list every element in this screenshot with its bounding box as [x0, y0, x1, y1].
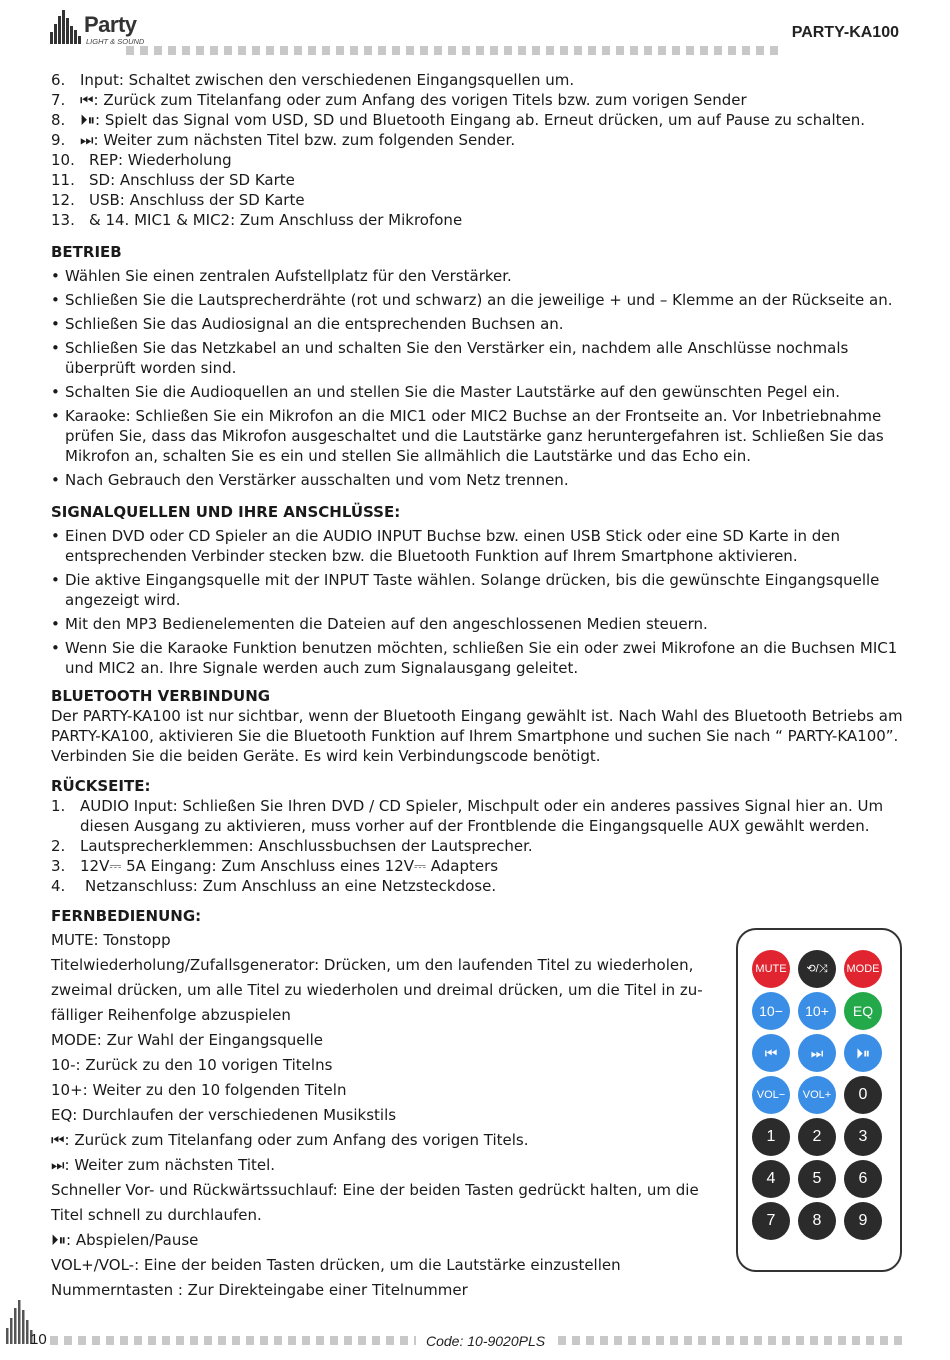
- model-name: PARTY-KA100: [791, 24, 899, 41]
- list-item: ⏵⏸: Abspielen/Pause: [51, 1231, 199, 1249]
- list-item: Titelwiederholung/Zufallsgenerator: Drücken, um den laufenden Titel zu wiederholen,: [51, 956, 694, 974]
- footer-divider-left: [50, 1336, 416, 1345]
- digit-2-button: 2: [798, 1118, 836, 1156]
- list-item: 12. USB: Anschluss der SD Karte: [51, 191, 305, 209]
- list-item: • Wenn Sie die Karaoke Funktion benutzen möchten, schließen Sie ein oder zwei Mikrofone an die Buchsen MIC1 und MIC2 an. Ihre Signale werden auch zum Signalausgang geleitet.: [51, 639, 898, 677]
- list-item: MODE: Zur Wahl der Eingangsquelle: [51, 1031, 324, 1049]
- list-item: • Schließen Sie die Lautsprecherdrähte (rot und schwarz) an die jeweilige + und – Klemme an der Rückseite an.: [51, 291, 893, 309]
- digit-8-button: 8: [798, 1202, 836, 1240]
- list-item: 4. Netzanschluss: Zum Anschluss an eine Netzsteckdose.: [51, 877, 497, 895]
- logo-text: Party: [84, 12, 137, 37]
- list-item: • Schalten Sie die Audioquellen an und stellen Sie die Master Lautstärke auf den gewünschten Pegel ein.: [51, 383, 841, 401]
- list-item: 11. SD: Anschluss der SD Karte: [51, 171, 295, 189]
- betrieb-list: [51, 266, 903, 490]
- digit-4-button: 4: [752, 1160, 790, 1198]
- brand-logo: [50, 10, 150, 46]
- list-item: • Wählen Sie einen zentralen Aufstellplatz für den Verstärker.: [51, 267, 512, 285]
- signal-list: [51, 526, 903, 678]
- repeat-shuffle-button: ⟲/⤨: [798, 950, 836, 988]
- list-item: zweimal drücken, um alle Titel zu wiederholen und dreimal drücken, um die Titel in zu-: [51, 981, 703, 999]
- digit-0-button: 0: [844, 1076, 882, 1114]
- product-code: Code: 10-9020PLS: [426, 1333, 546, 1349]
- digit-7-button: 7: [752, 1202, 790, 1240]
- rueckseite-list: [51, 796, 903, 896]
- list-item: 10. REP: Wiederholung: [51, 151, 232, 169]
- list-item: ⏮: Zurück zum Titelanfang oder zum Anfang des vorigen Titels.: [51, 1131, 529, 1149]
- volume-down-button: VOL−: [752, 1076, 790, 1114]
- volume-up-button: VOL+: [798, 1076, 836, 1114]
- play-pause-button: ⏵⏸: [844, 1034, 882, 1072]
- list-item: Nummerntasten : Zur Direkteingabe einer Titelnummer: [51, 1281, 468, 1299]
- digit-5-button: 5: [798, 1160, 836, 1198]
- list-item: 6. Input: Schaltet zwischen den verschiedenen Eingangsquellen um.: [51, 71, 575, 89]
- digit-1-button: 1: [752, 1118, 790, 1156]
- list-item: 8. ⏵⏸: Spielt das Signal vom USD, SD und Bluetooth Eingang ab. Erneut drücken, um auf Pause zu schalten.: [51, 111, 865, 129]
- list-item: • Schließen Sie das Netzkabel an und schalten Sie den Verstärker ein, nachdem alle Anschlüsse nochmals überprüft worden sind.: [51, 339, 849, 377]
- list-item: 7. ⏮: Zurück zum Titelanfang oder zum Anfang des vorigen Titels bzw. zum vorigen Sender: [51, 91, 747, 109]
- list-item: 2. Lautsprecherklemmen: Anschlussbuchsen der Lautsprecher.: [51, 837, 533, 855]
- mode-button: MODE: [844, 950, 882, 988]
- list-item: • Die aktive Eingangsquelle mit der INPUT Taste wählen. Solange drücken, bis die gewünschte Eingangsquelle angezeigt wird.: [51, 571, 880, 609]
- footer-divider-right: [558, 1336, 902, 1345]
- list-item: • Nach Gebrauch den Verstärker ausschalten und vom Netz trennen.: [51, 471, 569, 489]
- section-title-signal: SIGNALQUELLEN UND IHRE ANSCHLÜSSE:: [51, 503, 401, 521]
- previous-track-button: ⏮: [752, 1034, 790, 1072]
- list-item: Titel schnell zu durchlaufen.: [51, 1206, 262, 1224]
- list-item: • Karaoke: Schließen Sie ein Mikrofon an die MIC1 oder MIC2 Buchse an der Frontseite an. Vor Inbetriebnahme prüfen Sie, dass das Mikrofon ausgeschaltet und die Lautstärke ganz heruntergefahren ist. Schließen Sie das Mikrofon an, schalten Sie es ein und stellen Sie allmählich die Lautstärke und das Echo ein.: [51, 407, 884, 465]
- front-panel-list: [51, 70, 903, 230]
- plus-ten-button: 10+: [798, 992, 836, 1030]
- list-item: ⏭: Weiter zum nächsten Titel.: [51, 1156, 276, 1174]
- digit-9-button: 9: [844, 1202, 882, 1240]
- list-item: VOL+/VOL-: Eine der beiden Tasten drücken, um die Lautstärke einzustellen: [51, 1256, 621, 1274]
- digit-3-button: 3: [844, 1118, 882, 1156]
- page-number: 10: [30, 1331, 47, 1348]
- mute-button: MUTE: [752, 950, 790, 988]
- remote-description: [51, 928, 711, 1303]
- list-item: 10+: Weiter zu den 10 folgenden Titeln: [51, 1081, 347, 1099]
- header-divider: [126, 46, 784, 55]
- equalizer-logo-icon: [50, 10, 84, 44]
- list-item: 1. AUDIO Input: Schließen Sie Ihren DVD / CD Spieler, Mischpult oder ein anderes passives Signal hier an. Um diesen Ausgang zu aktivieren, muss vorher auf der Frontblende die Eingangsquelle AUX gewählt werden.: [51, 797, 884, 835]
- remote-control-illustration: [736, 928, 902, 1272]
- list-item: • Schließen Sie das Audiosignal an die entsprechenden Buchsen an.: [51, 315, 564, 333]
- list-item: EQ: Durchlaufen der verschiedenen Musikstils: [51, 1106, 397, 1124]
- next-track-button: ⏭: [798, 1034, 836, 1072]
- list-item: 10-: Zurück zu den 10 vorigen Titelns: [51, 1056, 333, 1074]
- section-title-bluetooth: BLUETOOTH VERBINDUNG: [51, 687, 271, 705]
- section-title-rueckseite: RÜCKSEITE:: [51, 777, 151, 795]
- bluetooth-text: Der PARTY-KA100 ist nur sichtbar, wenn der Bluetooth Eingang gewählt ist. Nach Wahl des Bluetooth Betriebs am PARTY-KA100, aktivieren Sie die Bluetooth Funktion auf Ihrem Smartphone und suchen Sie nach “ PARTY-KA100”. Verbinden Sie die beiden Geräte. Es wird kein Verbindungscode benötigt.: [51, 707, 903, 765]
- eq-button: EQ: [844, 992, 882, 1030]
- list-item: • Einen DVD oder CD Spieler an die AUDIO INPUT Buchse bzw. einen USB Stick oder eine SD Karte in den entsprechenden Verbinder stecken bzw. die Bluetooth Funktion auf Ihrem Smartphone aktivieren.: [51, 527, 841, 565]
- logo-subtitle: LIGHT & SOUND: [86, 37, 145, 46]
- list-item: 13. & 14. MIC1 & MIC2: Zum Anschluss der Mikrofone: [51, 211, 463, 229]
- section-title-betrieb: BETRIEB: [51, 243, 122, 261]
- list-item: • Mit den MP3 Bedienelementen die Dateien auf den angeschlossenen Medien steuern.: [51, 615, 708, 633]
- list-item: MUTE: Tonstopp: [51, 931, 171, 949]
- list-item: 9. ⏭: Weiter zum nächsten Titel bzw. zum folgenden Sender.: [51, 131, 516, 149]
- list-item: Schneller Vor- und Rückwärtssuchlauf: Eine der beiden Tasten gedrückt halten, um die: [51, 1181, 699, 1199]
- list-item: 3. 12V⎓ 5A Eingang: Zum Anschluss eines 12V⎓ Adapters: [51, 857, 499, 875]
- digit-6-button: 6: [844, 1160, 882, 1198]
- list-item: fälliger Reihenfolge abzuspielen: [51, 1006, 291, 1024]
- section-title-fernbedienung: FERNBEDIENUNG:: [51, 907, 202, 925]
- minus-ten-button: 10−: [752, 992, 790, 1030]
